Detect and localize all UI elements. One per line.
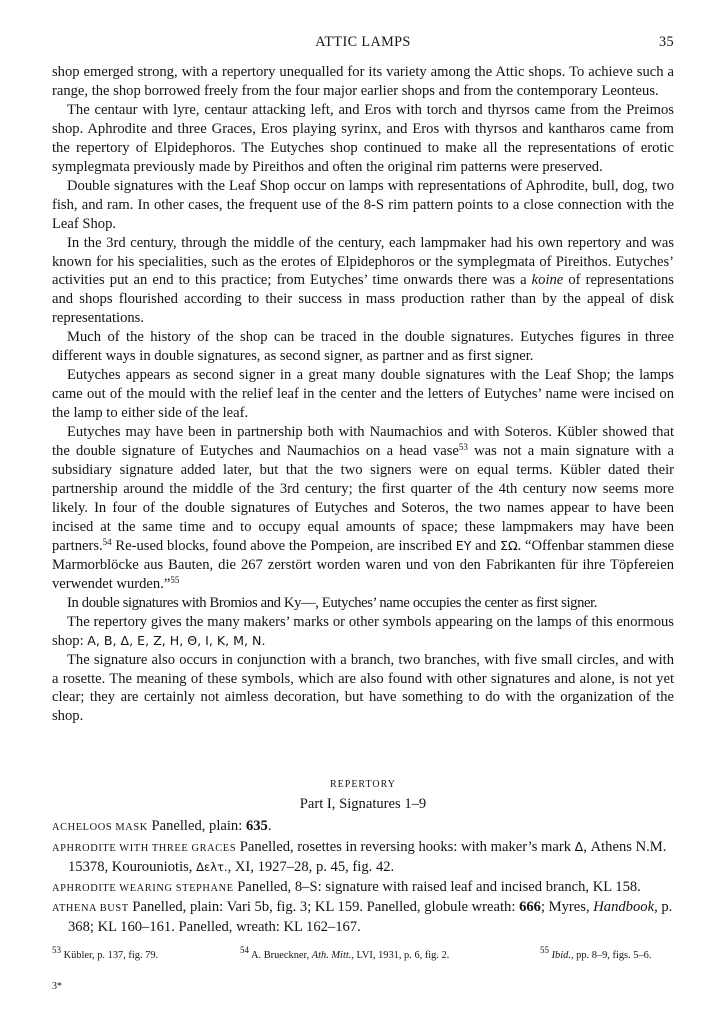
paragraph: The signature also occurs in conjunction with a branch, two branches, with five small circles, and with a rosette. The meaning of these symbols, which are also found with other signatures and alone, is not yet clear; they are certainly not aimless decoration, but have something to do with the organization of the shop. <box>52 651 674 725</box>
entry-name: APHRODITE WEARING STEPHANE <box>52 882 234 894</box>
footnote-ref-53[interactable]: 53 <box>458 442 468 453</box>
running-title: ATTIC LAMPS <box>315 34 411 50</box>
makers-mark: Δ <box>574 839 584 855</box>
footnote-53: $^{53}$ Kübler, p. 137, fig. 79. <box>52 945 159 961</box>
paragraph: Much of the history of the shop can be traced in the double signatures. Eutyches figures in three different ways in double signatures, as second signer, as partner and as first signer. <box>52 329 674 365</box>
page-number: 35 <box>659 34 674 50</box>
footnotes <box>52 945 674 964</box>
section-subheading: Part I, Signatures 1–9 <box>299 796 427 812</box>
footnote-54: $^{54}$ A. Brueckner, Ath. Mitt., LVI, 1931, p. 6, fig. 2. <box>240 945 450 961</box>
running-header <box>52 34 674 52</box>
footnote-ref-54[interactable]: 54 <box>102 536 112 547</box>
paragraph: In the 3rd century, through the middle of the century, each lampmaker had his own repertory and was known for his specialities, such as the erotes of Elpidephoros or the symplegmata of Pireithos. Eutyches’ activities put an end to this practice; from Eutyches’ time onwards there was a koine of representations and shops flourished according to their success in mass production rather than by the appeal of disk representations. <box>52 234 674 327</box>
italic-term: koine <box>531 272 564 289</box>
repertory-list <box>52 817 674 937</box>
footnote-55: $^{55}$ Ibid., pp. 8–9, figs. 5–6. <box>540 945 652 961</box>
paragraph: Eutyches appears as second signer in a great many double signatures with the Leaf Shop; the lamps came out of the mould with the relief leaf in the center and the letters of Eutyches’ name were incised on the lamp to either side of the leaf. <box>52 367 674 422</box>
paragraph: Double signatures with the Leaf Shop occur on lamps with representations of Aphrodite, bull, dog, two fish, and ram. In other cases, the frequent use of the 8-S rim pattern points to a close connection with the Leaf Shop. <box>52 177 674 232</box>
paragraph: Eutyches may have been in partnership both with Naumachios and with Soteros. Kübler showed that the double signature of Eutyches and Naumachios on a head vase$^{53}$ was not a main signature with a subsidiary signature added later, but that the two signers were on equal terms. Kübler dated their partnership around the middle of the 3rd century; the first quarter of the 4th century now seems more likely. In four of the double signatures of Eutyches and Soteros, the two names appear to have been incised at the same time and to occupy equal amounts of space; these lampmakers may have been partners.$^{54}$ Re-used blocks, found above the Pompeion, are inscribed EY and ΣΩ. “Offenbar stammen diese Marmorblöcke aus Bauten, die 267 zerstört worden waren und von den Fabrikanten für ihre Töpfereien verwendet wurden.”$^{55}$ <box>52 424 675 592</box>
inscription-ey: EY <box>455 537 472 553</box>
entry-name: APHRODITE WITH THREE GRACES <box>52 843 237 855</box>
repertory-entry: APHRODITE WEARING STEPHANE Panelled, 8–S: signature with raised leaf and incised branch, KL 158. <box>52 878 641 895</box>
repertory-entry: APHRODITE WITH THREE GRACES Panelled, rosettes in reversing hooks: with maker’s mark Δ, Athens N.M. 15378, Kourouniotis, Δελτ., XI, 1927–28, p. 45, fig. 42. <box>52 839 667 876</box>
inscription-so: ΣΩ <box>499 537 518 553</box>
footnote-ref-55[interactable]: 55 <box>170 574 180 585</box>
section-heading: REPERTORY <box>329 779 396 790</box>
body-text <box>52 63 674 726</box>
printer-signature: 3* <box>52 981 62 992</box>
paragraph: The centaur with lyre, centaur attacking left, and Eros with torch and thyrsos came from the Preimos shop. Aphrodite and three Graces, Eros playing syrinx, and Eros with thyrsos and kantharos came from the repertory of Elpidephoros. The Eutyches shop continued to make all the representations of erotic symplegmata previously made by Pireithos and often the original rim patterns were preserved. <box>52 101 674 175</box>
repertory-entry: ATHENA BUST Panelled, plain: Vari 5b, fig. 3; KL 159. Panelled, globule wreath: 666; Myres, Handbook, p. 368; KL 160–161. Panelled, wreath: KL 162–167. <box>52 898 673 936</box>
paragraph: In double signatures with Bromios and Ky—, Eutyches’ name occupies the center as first signer. <box>67 594 598 611</box>
entry-name: ACHELOOS MASK <box>52 822 148 833</box>
entry-name: ATHENA BUST <box>52 902 129 914</box>
repertory-entry: ACHELOOS MASK Panelled, plain: 635. <box>52 818 272 834</box>
paragraph: shop emerged strong, with a repertory unequalled for its variety among the Attic shops. To achieve such a range, the shop borrowed freely from the four major earlier shops and from the contemporary Leonteus. <box>52 64 674 99</box>
makers-marks: A, B, Δ, E, Z, H, Θ, I, K, M, N. <box>87 632 266 648</box>
journal-abbrev: Δελτ. <box>196 860 228 875</box>
paragraph: The repertory gives the many makers’ marks or other symbols appearing on the lamps of this enormous shop: A, B, Δ, E, Z, H, Θ, I, K, M, N. <box>52 613 674 649</box>
